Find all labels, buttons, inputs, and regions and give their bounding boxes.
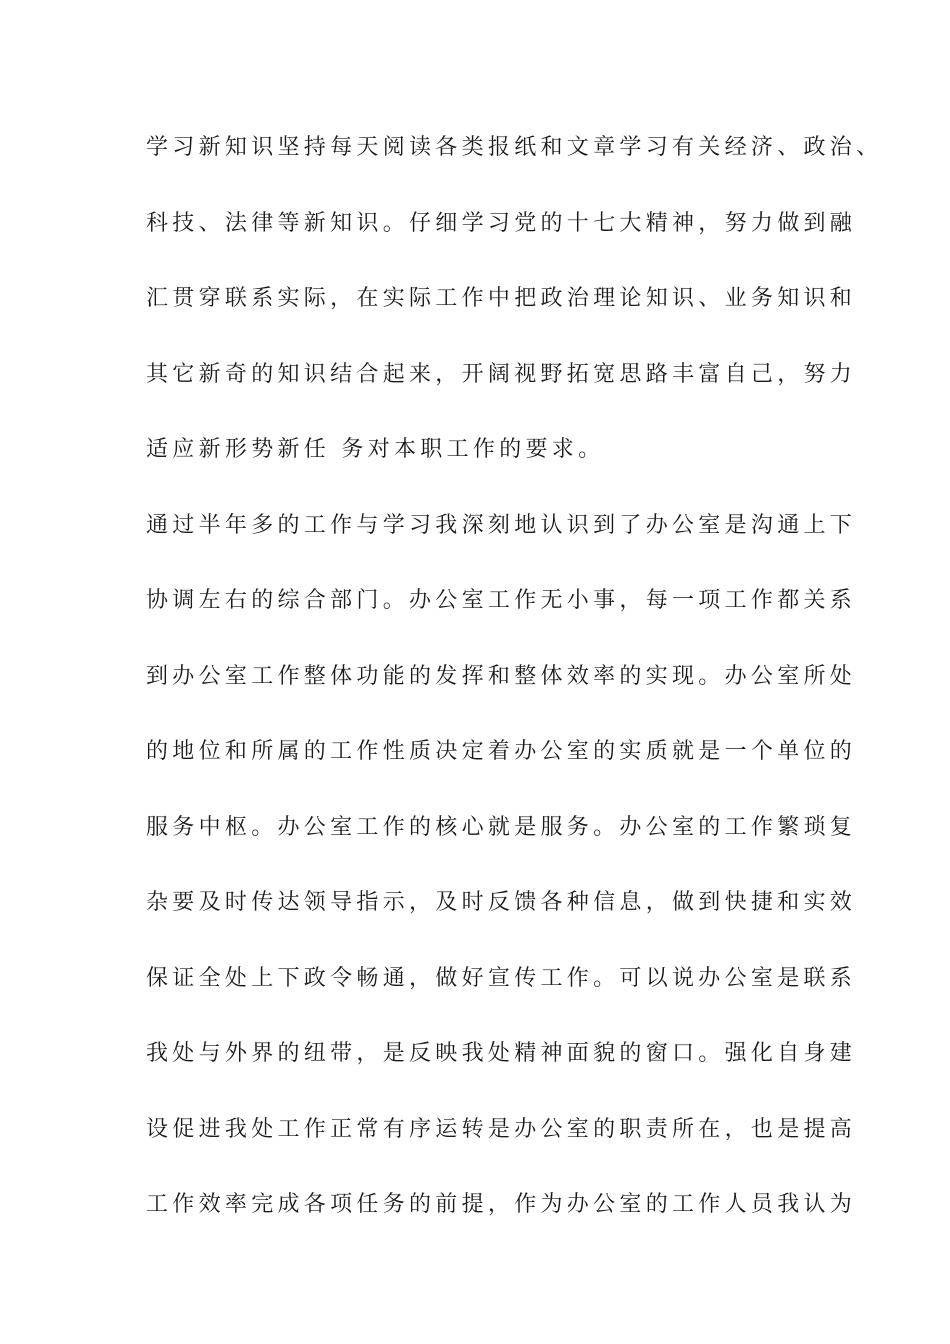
text-line: 服务中枢。办公室工作的核心就是服务。办公室的工作繁琐复 [146,814,857,840]
text-line: 协调左右的综合部门。办公室工作无小事，每一项工作都关系 [146,588,857,613]
text-line: 到办公室工作整体功能的发挥和整体效率的实现。办公室所处 [146,663,857,689]
text-line: 适应新形势新任 务对本职工作的要求。 [146,437,605,462]
text-line: 杂要及时传达领导指示，及时反馈各种信息，做到快捷和实效 [146,890,857,915]
text-line: 工作效率完成各项任务的前提，作为办公室的工作人员我认为 [146,1192,857,1217]
text-line: 的地位和所属的工作性质决定着办公室的实质就是一个单位的 [146,739,857,764]
text-line: 保证全处上下政令畅通，做好宣传工作。可以说办公室是联系 [146,965,857,991]
text-line: 汇贯穿联系实际，在实际工作中把政治理论知识、业务知识和 [146,286,857,311]
body-text [146,128,883,1261]
text-line: 科技、法律等新知识。仔细学习党的十七大精神，努力做到融 [146,210,857,236]
text-line: 学习新知识坚持每天阅读各类报纸和文章学习有关经济、政治、 [146,135,883,160]
text-line: 通过半年多的工作与学习我深刻地认识到了办公室是沟通上下 [146,512,857,538]
text-line: 我处与外界的纽带，是反映我处精神面貌的窗口。强化自身建 [146,1041,857,1066]
text-line: 其它新奇的知识结合起来，开阔视野拓宽思路丰富自己，努力 [146,361,857,387]
text-line: 设促进我处工作正常有序运转是办公室的职责所在，也是提高 [146,1116,857,1142]
